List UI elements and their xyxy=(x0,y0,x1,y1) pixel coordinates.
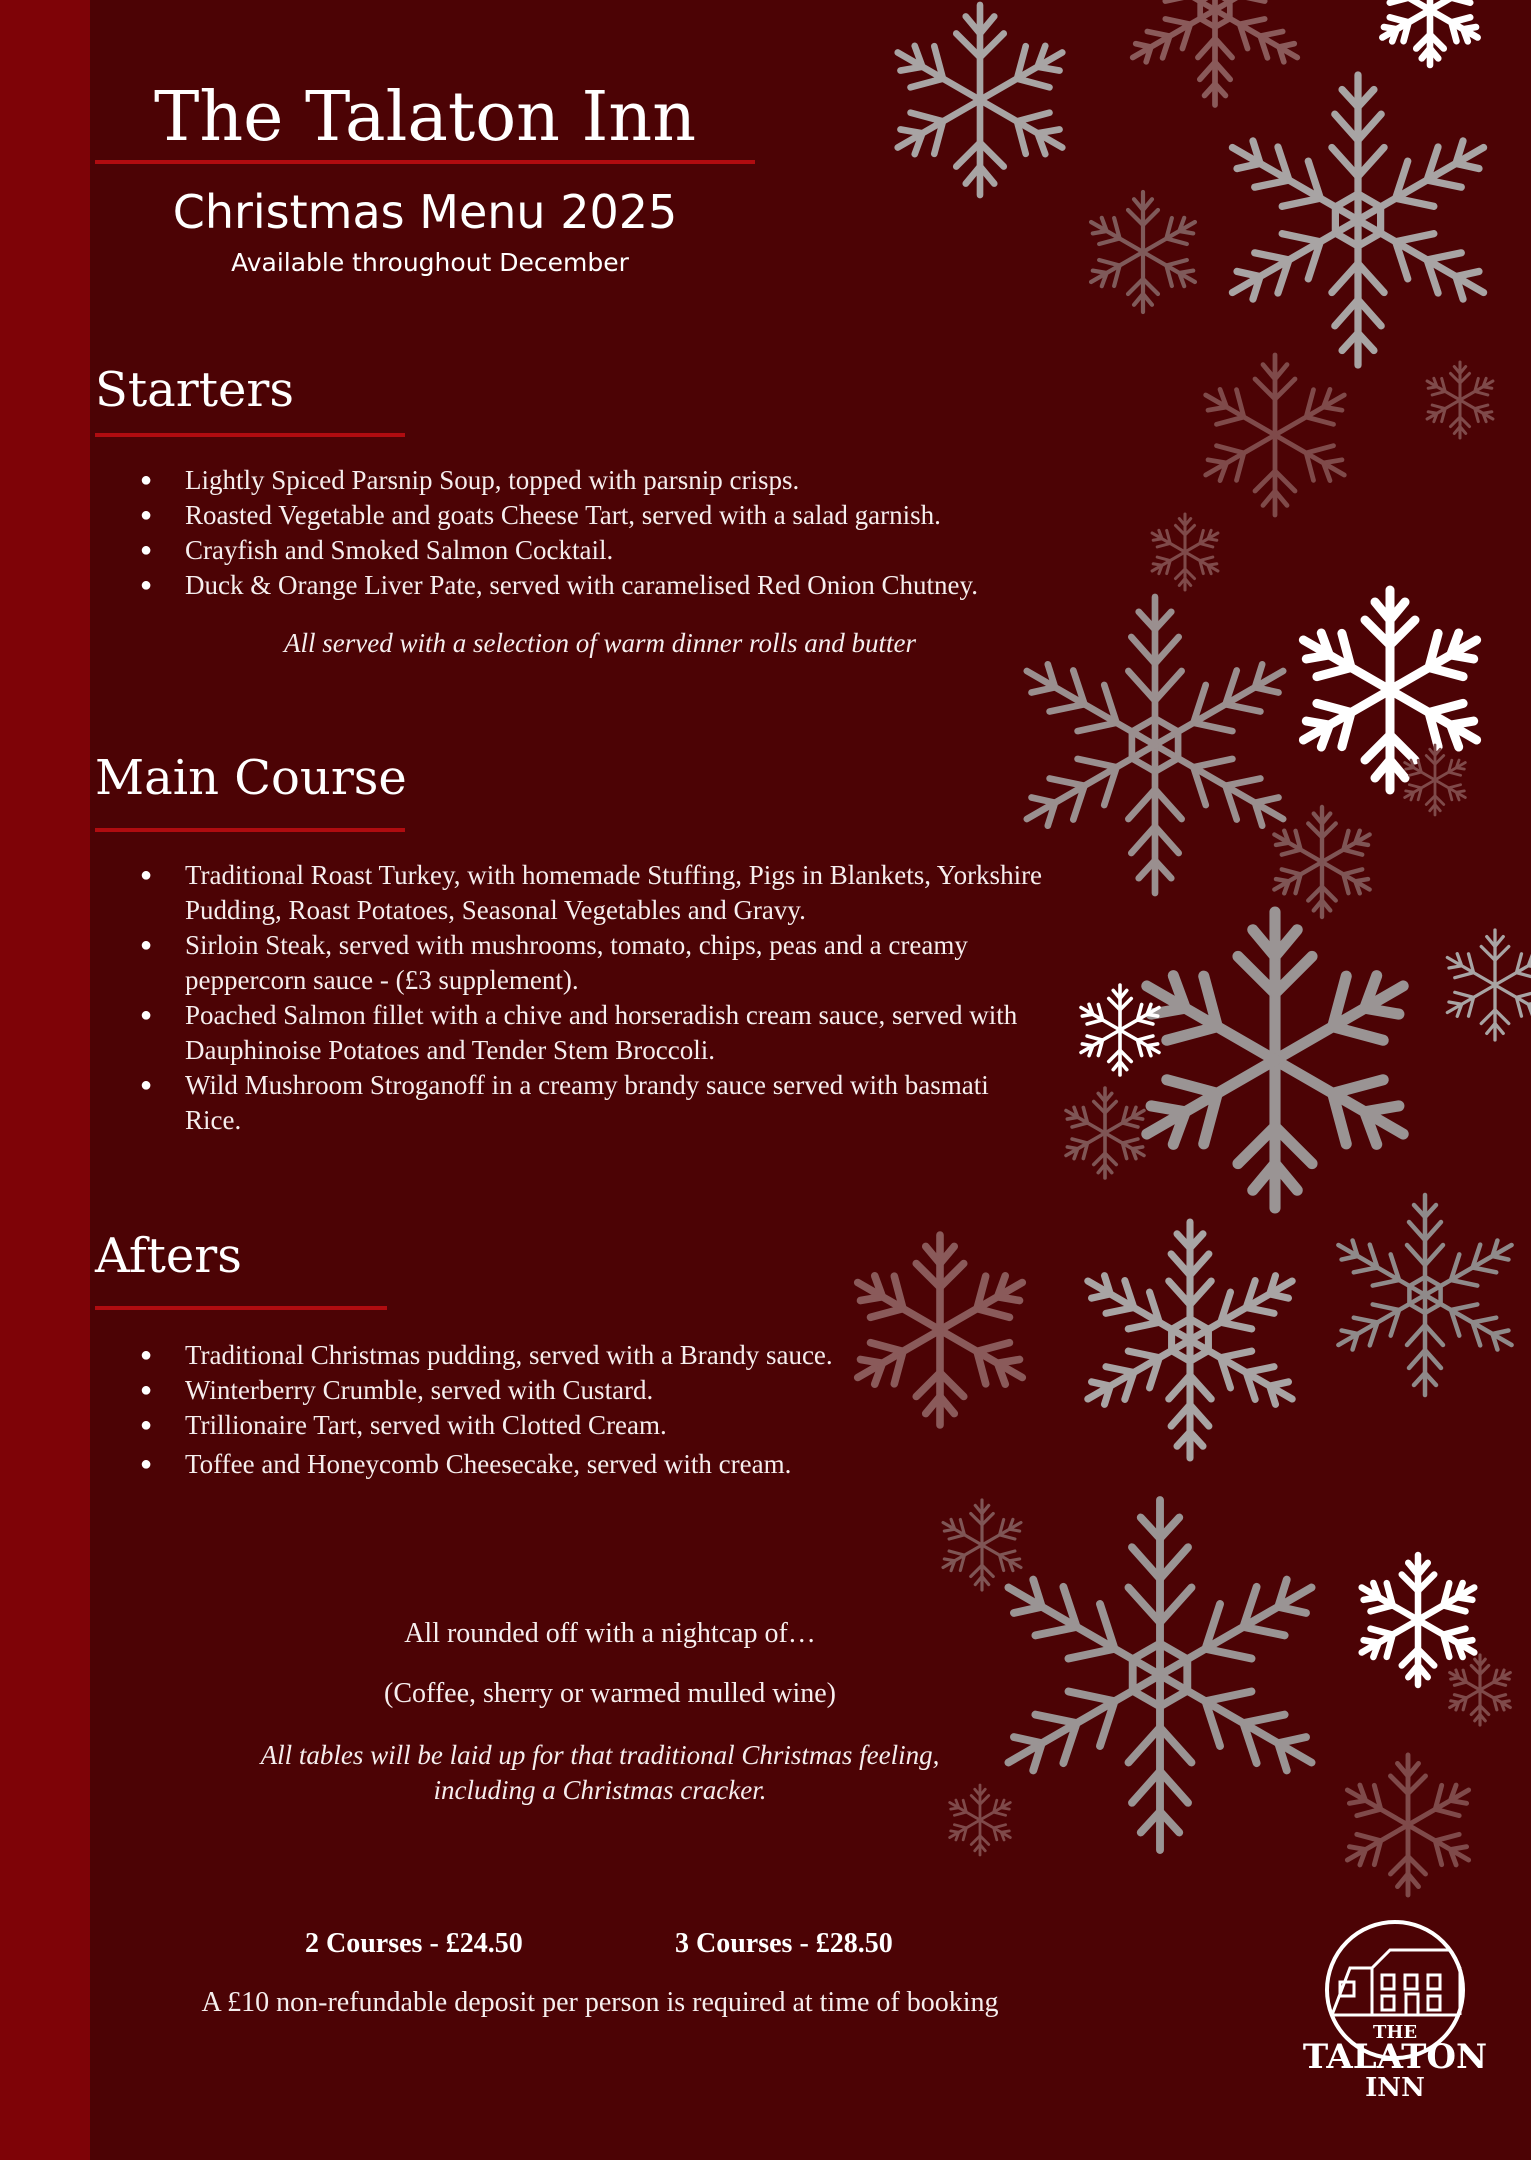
snowflake-icon xyxy=(993,1500,1328,1850)
title-underline xyxy=(95,160,755,164)
list-item: ● Duck & Orange Liver Pate, served with caramelised Red Onion Chutney. xyxy=(140,568,1110,603)
snowflake-icon xyxy=(1445,1655,1514,1725)
menu-subtitle: Christmas Menu 2025 xyxy=(172,185,678,239)
afters-list xyxy=(140,1338,1110,1482)
afters-heading: Afters xyxy=(95,1228,242,1284)
list-item: ● Toffee and Honeycomb Cheesecake, served with cream. xyxy=(140,1447,1110,1482)
tables-note-line-2: including a Christmas cracker. xyxy=(433,1775,767,1805)
list-item: ● Trillionaire Tart, served with Clotted Cream. xyxy=(140,1408,1110,1443)
list-item: ● Sirloin Steak, served with mushrooms, tomato, chips, peas and a creamy peppercorn sauce - (£3 supplement). xyxy=(140,928,1085,998)
snowflake-icon xyxy=(1014,597,1297,893)
page-title: The Talaton Inn xyxy=(153,78,697,157)
snowflake-icon xyxy=(1147,514,1222,590)
snowflake-icon xyxy=(1077,1222,1303,1458)
list-item: ● Traditional Christmas pudding, served with a Brandy sauce. xyxy=(140,1338,1110,1373)
starters-heading: Starters xyxy=(95,362,295,418)
snowflake-icon xyxy=(1124,0,1306,105)
afters-underline xyxy=(95,1306,387,1310)
list-item: ● Lightly Spiced Parsnip Soup, topped with parsnip crisps. xyxy=(140,463,1110,498)
starters-note: All served with a selection of warm dinner rolls and butter xyxy=(284,628,916,658)
snowflake-icon xyxy=(1354,1555,1483,1685)
main-course-heading: Main Course xyxy=(95,750,407,806)
three-course-price: 3 Courses - £28.50 xyxy=(675,1928,893,1959)
nightcap-line: All rounded off with a nightcap of… xyxy=(404,1618,816,1649)
snowflake-icon xyxy=(1440,930,1531,1040)
main-course-underline xyxy=(95,828,405,832)
starters-list xyxy=(140,463,1110,603)
two-course-price: 2 Courses - £24.50 xyxy=(305,1928,523,1959)
tables-note-line-1: All tables will be laid up for that traditional Christmas feeling, xyxy=(260,1740,940,1770)
drinks-line: (Coffee, sherry or warmed mulled wine) xyxy=(384,1678,836,1709)
availability-tagline: Available throughout December xyxy=(231,248,629,277)
snowflake-icon xyxy=(886,5,1074,195)
main-course-list xyxy=(140,858,1140,1138)
snowflake-icon xyxy=(1267,807,1376,917)
snowflake-icon xyxy=(1329,1195,1520,1395)
list-item: ● Crayfish and Smoked Salmon Cocktail. xyxy=(140,533,1110,568)
deposit-notice: A £10 non-refundable deposit per person is required at time of booking xyxy=(201,1987,999,2018)
list-item: ● Roasted Vegetable and goats Cheese Tart, served with a salad garnish. xyxy=(140,498,1110,533)
snowflake-icon xyxy=(1219,75,1496,365)
snowflake-icon xyxy=(937,1500,1026,1590)
snowflake-icon xyxy=(1196,355,1355,515)
list-item: ● Winterberry Crumble, served with Custard. xyxy=(140,1373,1110,1408)
list-item: ● Traditional Roast Turkey, with homemade Stuffing, Pigs in Blankets, Yorkshire Pudding, Roast Potatoes, Seasonal Vegetables and Gravy. xyxy=(140,858,1065,928)
snowflake-icon xyxy=(1084,192,1203,312)
starters-underline xyxy=(95,433,405,437)
logo-text-the: THE xyxy=(1372,2022,1418,2043)
logo-text-talaton: TALATON xyxy=(1302,2037,1488,2077)
snowflake-icon xyxy=(1339,1755,1478,1895)
list-item: ● Wild Mushroom Stroganoff in a creamy brandy sauce served with basmati Rice. xyxy=(140,1068,1045,1138)
snowflake-icon xyxy=(1128,912,1421,1208)
logo-text-inn: INN xyxy=(1365,2073,1425,2103)
snowflake-icon xyxy=(1422,362,1497,438)
list-item: ● Poached Salmon fillet with a chive and horseradish cream sauce, served with Dauphinoise Potatoes and Tender Stem Broccoli. xyxy=(140,998,1045,1068)
snowflake-icon xyxy=(1375,0,1484,65)
